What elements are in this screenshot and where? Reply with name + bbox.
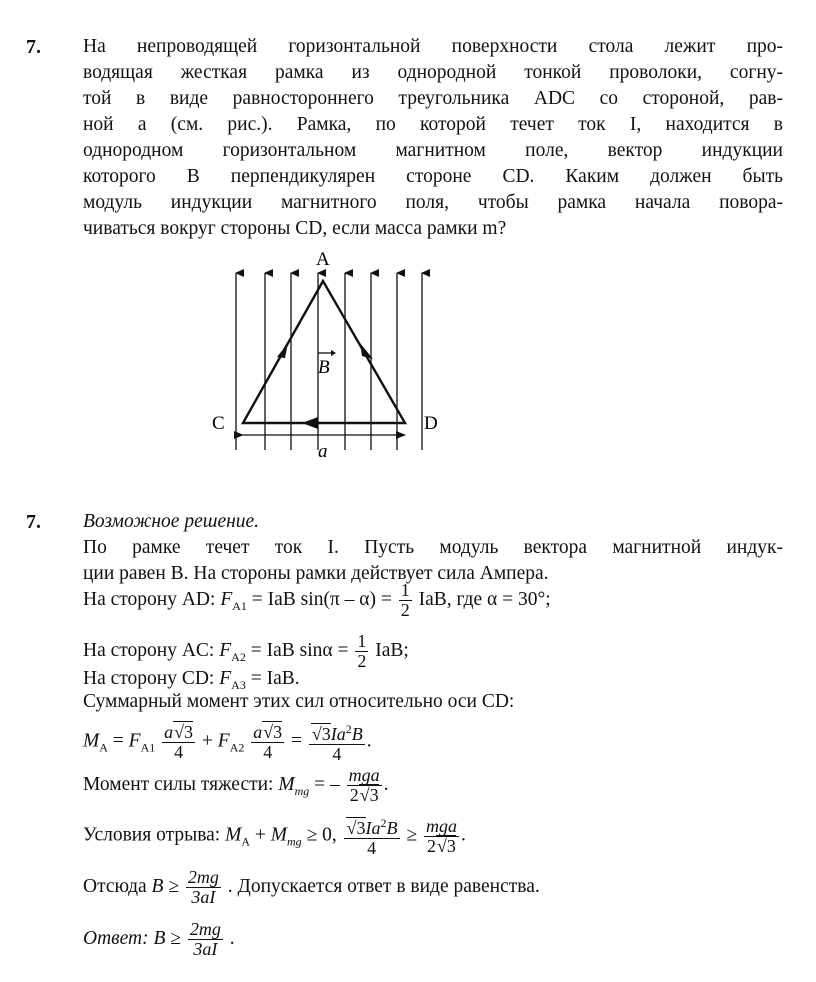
problem-number: 7. bbox=[26, 36, 41, 58]
force-ac-formula: = IaB sinα = bbox=[245, 639, 354, 661]
force-ad-tail: IaB, где α = 30°; bbox=[418, 588, 551, 610]
force-cd-line: На сторону CD: $F_{A3}$ = IaB. bbox=[83, 668, 300, 692]
problem-line: однородном горизонтальном магнитном поле, вектор индукции bbox=[83, 140, 783, 161]
gravity-prefix: Момент силы тяжести: bbox=[83, 773, 274, 795]
current-arrow bbox=[277, 343, 288, 358]
force-cd-prefix: На сторону CD: bbox=[83, 668, 215, 689]
problem-line: На непроводящей горизонтальной поверхности стола лежит про- bbox=[83, 36, 783, 57]
solution-number: 7. bbox=[26, 511, 41, 533]
fraction-2mg: $\frac{2mg}{3aI}$ bbox=[189, 919, 221, 959]
problem-line: модуль индукции магнитного поля, чтобы рамка начала повора- bbox=[83, 192, 783, 213]
therefore-line: Отсюда B ≥ $\frac{2mg}{3aI}$ . Допускается ответ в виде равенства. bbox=[83, 867, 540, 907]
force-ac-tail: IaB; bbox=[375, 639, 409, 661]
condition-line: Условия отрыва: $M_A + M_{mg} \ge 0$, $\frac{√3Ia^2B}{4}$ ≥ $\frac{\text{mga}}{2√3}$ . bbox=[83, 815, 466, 858]
vertex-label-c: C bbox=[212, 413, 225, 434]
problem-line: водящая жесткая рамка из однородной тонкой проволоки, согну- bbox=[83, 62, 783, 83]
solution-heading: Возможное решение. bbox=[83, 511, 260, 532]
vertex-label-d: D bbox=[424, 413, 438, 434]
moment-text: Суммарный момент этих сил относительно оси CD: bbox=[83, 691, 515, 712]
triangle-frame bbox=[243, 281, 405, 423]
moment-formula: $M_A = F_{A1}$ $\frac{a√3}{4}$ + $F_{A2}$ $\frac{a√3}{4}$ = $\frac{√3Ia^2B}{4}$ . bbox=[83, 721, 372, 764]
side-label: a bbox=[318, 441, 328, 462]
fraction-half: $\frac{1}{2}$ bbox=[400, 580, 410, 620]
current-arrow bbox=[302, 417, 318, 429]
problem-line: ной a (см. рис.). Рамка, по которой течет ток I, находится в bbox=[83, 114, 783, 135]
problem-line: которого B перпендикулярен стороне CD. Каким должен быть bbox=[83, 166, 783, 187]
triangle-figure bbox=[200, 245, 460, 465]
answer-line: Ответ: B ≥ $\frac{2mg}{3aI}$ . bbox=[83, 919, 235, 959]
force-cd-formula: = IaB. bbox=[245, 668, 300, 689]
field-vector-label: B bbox=[318, 357, 330, 378]
fraction-2mg: $\frac{2mg}{3aI}$ bbox=[187, 867, 219, 907]
solution-intro-1: По рамке течет ток I. Пусть модуль вектора магнитной индук- bbox=[83, 537, 783, 558]
force-ac-prefix: На сторону AC: bbox=[83, 639, 215, 661]
condition-prefix: Условия отрыва: bbox=[83, 824, 221, 846]
problem-line: той в виде равностороннего треугольника ADC со стороной, рав- bbox=[83, 88, 783, 109]
force-ad-line: На сторону AD: $F_{A1}$ = IaB sin(π – α) = $\frac{1}{2}$ IaB, где α = 30°; bbox=[83, 580, 551, 620]
therefore-suffix: . Допускается ответ в виде равенства. bbox=[227, 875, 540, 897]
problem-line: чиваться вокруг стороны CD, если масса рамки m? bbox=[83, 218, 507, 239]
problem-text bbox=[83, 34, 783, 242]
force-ad-prefix: На сторону AD: bbox=[83, 588, 216, 610]
gravity-line: Момент силы тяжести: $M_{mg}$ = – $\frac{\text{mga}}{2√3}$ . bbox=[83, 765, 389, 805]
force-ac-line: На сторону AC: $F_{A2}$ = IaB sinα = $\frac{1}{2}$ IaB; bbox=[83, 631, 409, 671]
force-ad-formula: = IaB sin(π – α) = bbox=[246, 588, 397, 610]
answer-label: Ответ: bbox=[83, 927, 149, 949]
therefore-prefix: Отсюда bbox=[83, 875, 147, 897]
solution-intro-2: ции равен B. На стороны рамки действует сила Ампера. bbox=[83, 563, 549, 584]
fraction-half: $\frac{1}{2}$ bbox=[357, 631, 367, 671]
vertex-label-a: A bbox=[316, 249, 330, 270]
